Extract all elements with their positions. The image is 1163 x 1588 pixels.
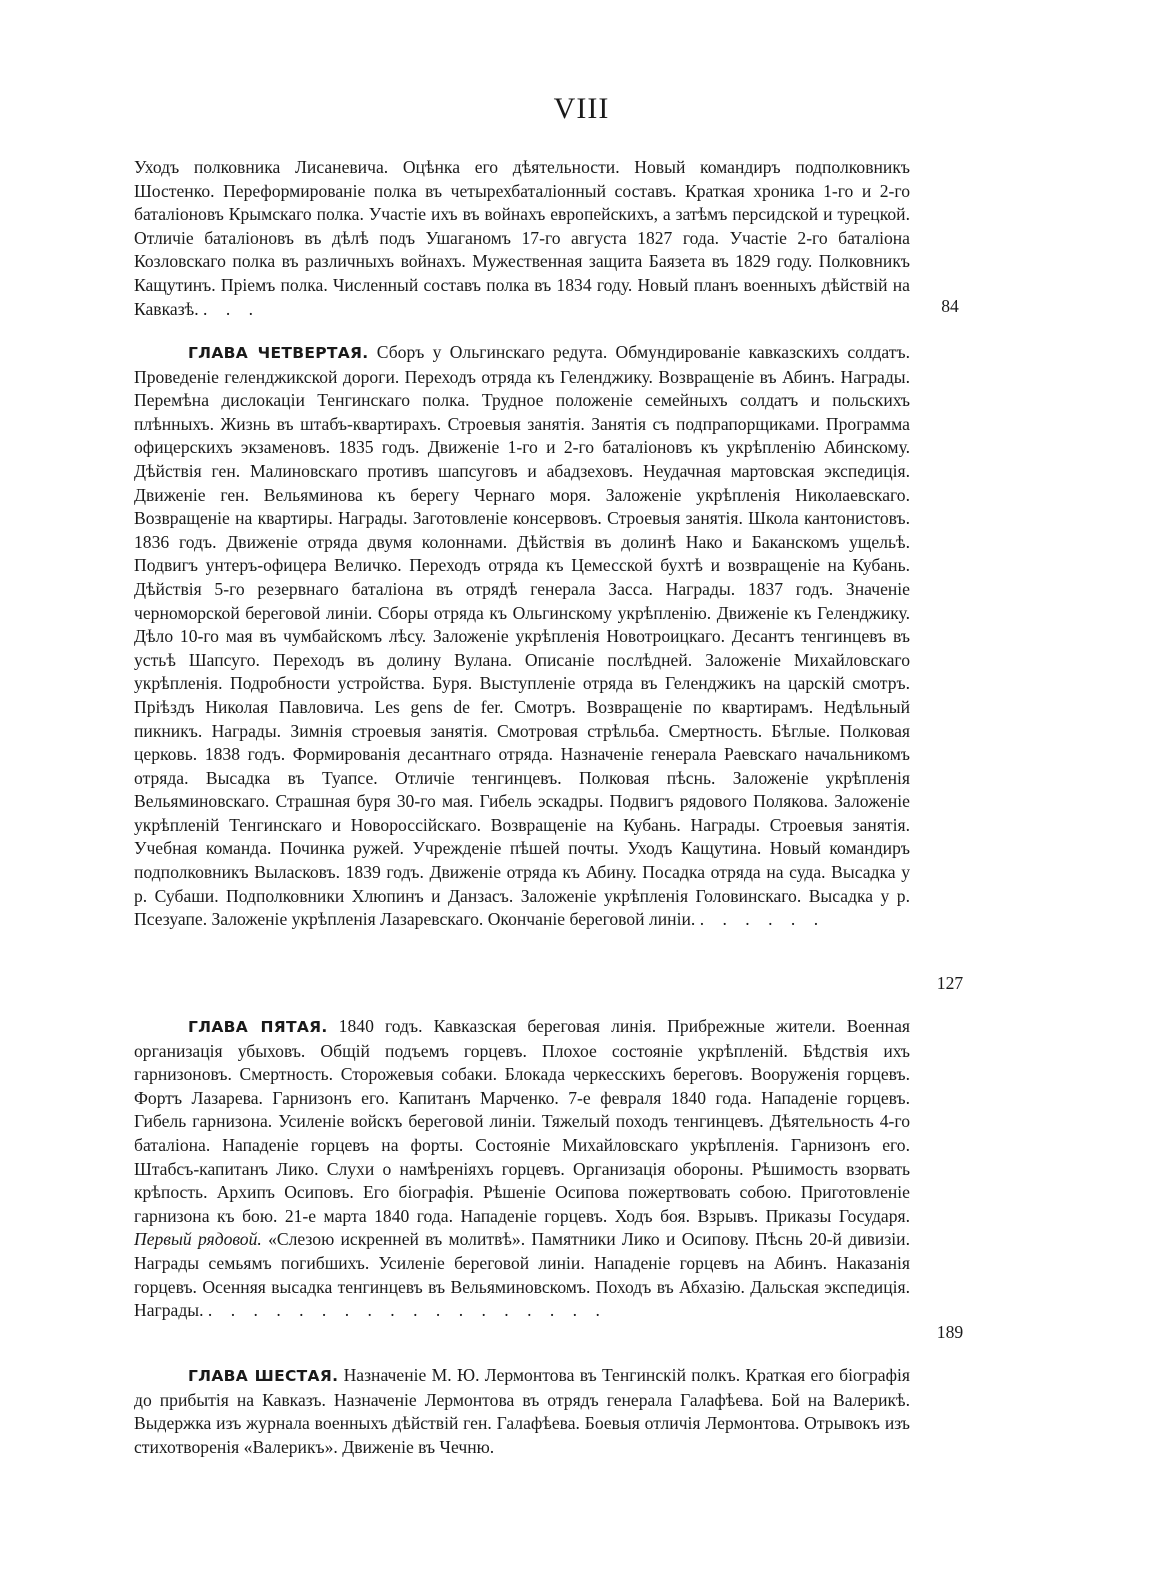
toc-entry-continuation — [134, 156, 910, 321]
toc-entry-text: Уходъ полковника Лисаневича. Оцѣнка его дѣятельности. Новый командиръ подполковникъ Шостенко. Переформированіе полка въ четырехбаталіонный составъ. Краткая хроника 1-го и 2-го баталіоновъ Крымскаго полка. Участіе ихъ въ войнахъ европейскихъ, а затѣмъ персидской и турецкой. Отличіе баталіоновъ въ дѣлѣ подъ Ушаганомъ 17-го августа 1827 года. Участіе 2-го баталіона Козловскаго полка въ различныхъ войнахъ. Мужественная защита Баязета въ 1829 году. Полковникъ Кащутинъ. Пріемъ полка. Численный составъ полка въ 1834 году. Новый планъ военныхъ дѣйствій на Кавказѣ. — [134, 157, 910, 319]
chapter-title: ГЛАВА ПЯТАЯ. — [188, 1018, 328, 1036]
page-number: VIII — [553, 92, 610, 125]
page-reference: 127 — [936, 973, 964, 993]
page-reference: 189 — [936, 1322, 964, 1342]
dot-leaders: . . . . . . — [699, 909, 826, 930]
toc-entry-text: «Слезою искренней въ молитвѣ». Памятники Лико и Осипову. Пѣснь 20-й дивизіи. Награды семьямъ погибшихъ. Усиленіе береговой линіи. Нападеніе горцевъ на Абинъ. Наказанія горцевъ. Осенняя высадка тенгинцевъ въ Вельяминовскомъ. Походъ въ Абхазію. Дальская экспедиція. Награды. — [134, 1229, 910, 1321]
italic-phrase: Первый рядовой. — [134, 1229, 262, 1250]
toc-entry-text: Сборъ у Ольгинскаго редута. Обмундированіе кавказскихъ солдатъ. Проведеніе геленджикской дороги. Переходъ отряда къ Геленджику. Возвращеніе въ Абинъ. Награды. Перемѣна дислокаціи Тенгинскаго полка. Трудное положеніе семейныхъ солдатъ и польскихъ плѣнныхъ. Жизнь въ штабъ-квартирахъ. Строевыя занятія. Занятія съ подпрапорщиками. Программа офицерскихъ экзаменовъ. 1835 годъ. Движеніе 1-го и 2-го баталіоновъ къ укрѣпленію Абинскому. Дѣйствія ген. Малиновскаго противъ шапсуговъ и абадзеховъ. Неудачная мартовская экспедиція. Движеніе ген. Вельяминова къ берегу Чернаго моря. Заложеніе укрѣпленія Николаевскаго. Возвращеніе на квартиры. Награды. Заготовленіе консервовъ. Строевыя занятія. Школа кантонистовъ. 1836 годъ. Движеніе отряда двумя колоннами. Дѣйствія въ долинѣ Нако и Баканскомъ ущельѣ. Подвигъ унтеръ-офицера Величко. Переходъ отряда къ Цемесской бухтѣ и возвращеніе на Кубань. Дѣйствія 5-го резервнаго баталіона въ отрядѣ генерала Засса. Награды. 1837 годъ. Значеніе черноморской береговой линіи. Сборы отряда къ Ольгинскому укрѣпленію. Движеніе къ Геленджику. Дѣло 10-го мая въ чумбайскомъ лѣсу. Заложеніе укрѣпленія Новотроицкаго. Десантъ тенгинцевъ въ устьѣ Шапсуго. Переходъ въ долину Вулана. Описаніе послѣдней. Заложеніе Михайловскаго укрѣпленія. Подробности устройства. Буря. Выступленіе отряда въ Геленджикъ на царскій смотръ. Пріѣздъ Николая Павловича. Les gens de fer. Смотръ. Возвращеніе по квартирамъ. Недѣльный пикникъ. Награды. Зимнія строевыя занятія. Смотровая стрѣльба. Смертность. Бѣглые. Полковая церковь. 1838 годъ. Формированія десантнаго отряда. Назначеніе генерала Раевскаго начальникомъ отряда. Высадка въ Туапсе. Отличіе тенгинцевъ. Полковая пѣснь. Заложеніе укрѣпленія Вельяминовскаго. Страшная буря 30-го мая. Гибель эскадры. Подвигъ рядового Полякова. Заложеніе укрѣпленій Тенгинскаго и Новороссійскаго. Возвращеніе на Кубань. Награды. Строевыя занятія. Учебная команда. Починка ружей. Учрежденіе пѣшей почты. Уходъ Кащутина. Новый командиръ подполковникъ Выласковъ. 1839 годъ. Движеніе отряда къ Абину. Посадка отряда на суда. Высадка у р. Субаши. Подполковники Хлюпинъ и Данзасъ. Заложеніе укрѣпленія Головинскаго. Высадка у р. Псезуапе. Заложеніе укрѣпленія Лазаревскаго. Окончаніе береговой линіи. — [134, 342, 910, 930]
page-reference: 84 — [941, 296, 959, 316]
toc-entry-text: Назначеніе М. Ю. Лермонтова въ Тенгинскій полкъ. Краткая его біографія до прибытія на Кавказъ. Назначеніе Лермонтова въ отрядъ генерала Галафѣева. Бой на Валерикѣ. Выдержка изъ журнала военныхъ дѣйствій ген. Галафѣева. Боевыя отличія Лермонтова. Отрывокъ изъ стихотворенія «Валерикъ». Движеніе въ Чечню. — [134, 1365, 910, 1457]
dot-leaders: . . . . . . . . . . . . . . . . . . — [207, 1300, 607, 1321]
dot-leaders: . . . — [203, 298, 261, 319]
toc-entry-chapter-5 — [134, 1015, 910, 1323]
toc-entry-chapter-6 — [134, 1364, 910, 1459]
toc-entry-chapter-4 — [134, 341, 910, 932]
chapter-title: ГЛАВА ШЕСТАЯ. — [188, 1367, 339, 1385]
chapter-title: ГЛАВА ЧЕТВЕРТАЯ. — [188, 344, 369, 362]
toc-entry-text: 1840 годъ. Кавказская береговая линія. Прибрежные жители. Военная организація убыховъ. Общій подъемъ горцевъ. Плохое состояніе укрѣпленій. Бѣдствія ихъ гарнизоновъ. Смертность. Сторожевыя собаки. Блокада черкесскихъ береговъ. Вооруженія горцевъ. Фортъ Лазарева. Гарнизонъ его. Капитанъ Марченко. 7-е февраля 1840 года. Нападеніе горцевъ. Гибель гарнизона. Усиленіе войскъ береговой линіи. Тяжелый походъ тенгинцевъ. Дѣятельность 4-го баталіона. Нападеніе горцевъ на форты. Состояніе Михайловскаго укрѣпленія. Гарнизонъ его. Штабсъ-капитанъ Лико. Слухи о намѣреніяхъ горцевъ. Организація обороны. Рѣшимость взорвать крѣпость. Архипъ Осиповъ. Его біографія. Рѣшеніе Осипова пожертвовать собою. Приготовленіе гарнизона къ бою. 21-е марта 1840 года. Нападеніе горцевъ. Ходъ боя. Взрывъ. Приказы Государя. — [134, 1016, 911, 1226]
